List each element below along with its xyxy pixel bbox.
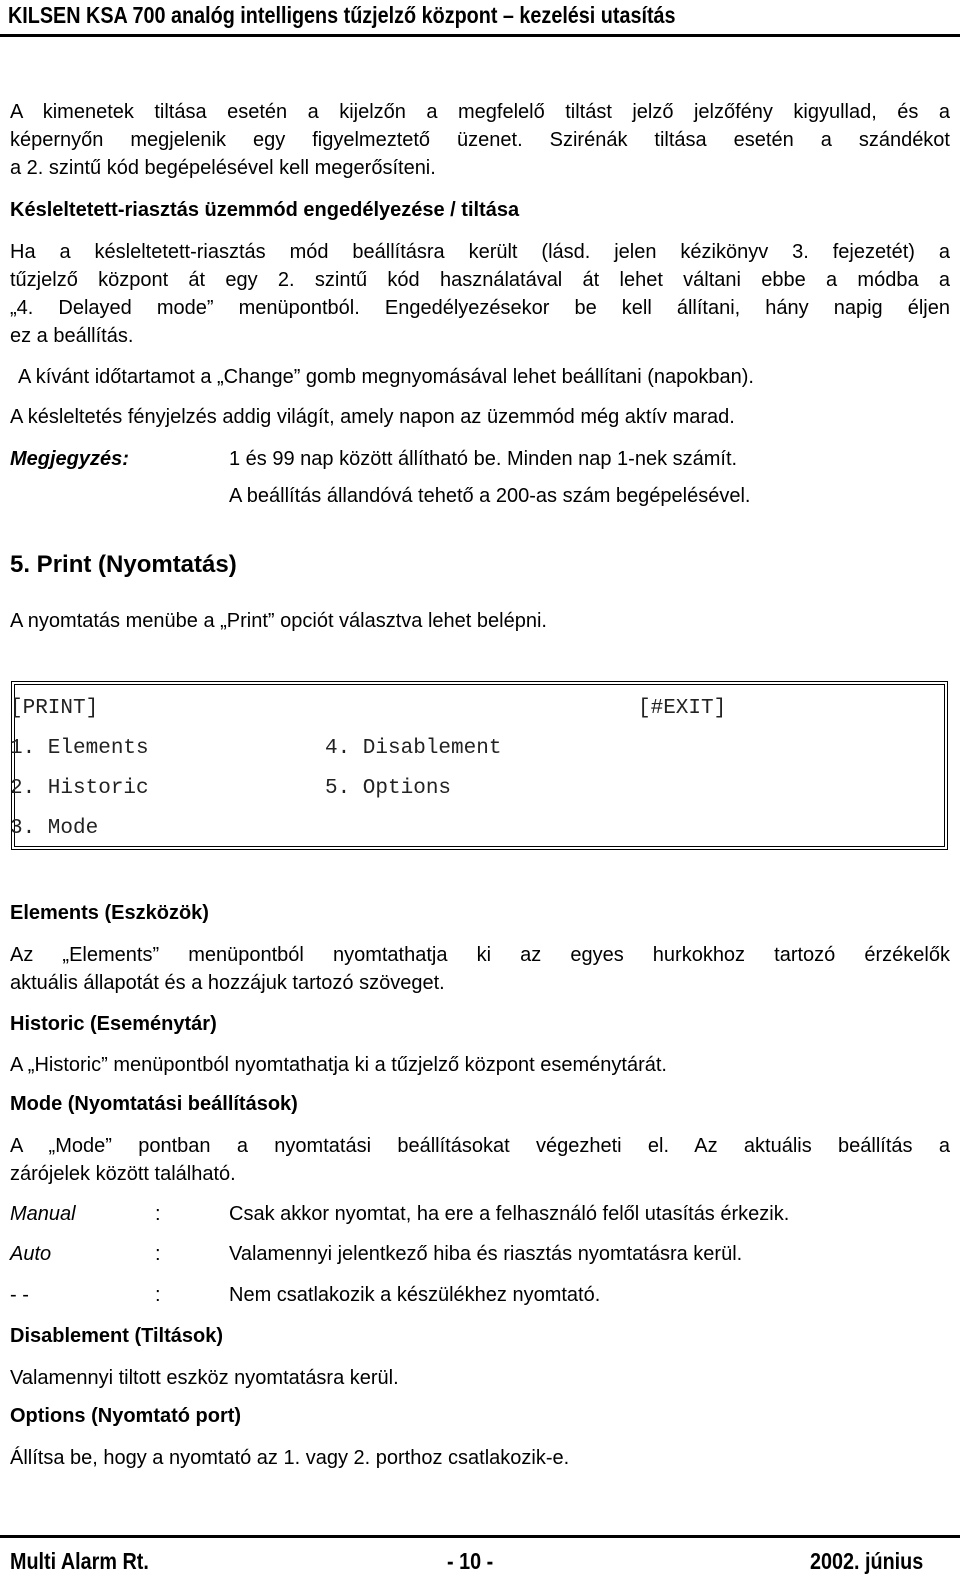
- menu-item-disablement[interactable]: 4. Disablement: [325, 737, 502, 760]
- mode-option-name: Auto: [10, 1243, 52, 1265]
- note-label: Megjegyzés:: [10, 448, 129, 470]
- historic-heading: Historic (Eseménytár): [10, 1013, 217, 1035]
- footer-rule: [0, 1535, 960, 1538]
- footer-page-number: - 10 -: [447, 1548, 494, 1574]
- mode-heading: Mode (Nyomtatási beállítások): [10, 1093, 298, 1115]
- historic-text: A „Historic” menüpontból nyomtathatja ki a tűzjelző központ eseménytárát.: [10, 1054, 667, 1076]
- paragraph-line: aktuális állapotát és a hozzájuk tartozó szöveget.: [10, 972, 445, 994]
- delayed-mode-heading: Késleltetett-riasztás üzemmód engedélyezése / tiltása: [10, 199, 520, 221]
- menu-item-elements[interactable]: 1. Elements: [10, 737, 149, 760]
- menu-item-options[interactable]: 5. Options: [325, 777, 452, 800]
- print-intro: A nyomtatás menübe a „Print” opciót választva lehet belépni.: [10, 610, 547, 632]
- menu-item-mode[interactable]: 3. Mode: [10, 817, 99, 840]
- duration-note: A kívánt időtartamot a „Change” gomb megnyomásával lehet beállítani (napokban).: [18, 366, 754, 388]
- paragraph-line: A kimenetek tiltása esetén a kijelzőn a megfelelő tiltást jelző jelzőfény kigyullad, és a: [10, 101, 950, 123]
- paragraph-line: zárójelek között található.: [10, 1163, 236, 1185]
- disablement-heading: Disablement (Tiltások): [10, 1325, 224, 1347]
- mode-option-description: Csak akkor nyomtat, ha ere a felhasználó felől utasítás érkezik.: [229, 1203, 790, 1225]
- print-menu-screen: [11, 681, 948, 850]
- paragraph-line: „4. Delayed mode” menüpontból. Engedélyezésekor be kell állítani, hány napig éljen: [10, 297, 950, 319]
- light-note: A késleltetés fényjelzés addig világít, amely napon az üzemmód még aktív marad.: [10, 406, 735, 428]
- footer-company: Multi Alarm Rt.: [10, 1548, 149, 1574]
- elements-heading: Elements (Eszközök): [10, 902, 209, 924]
- menu-exit-option[interactable]: [#EXIT]: [638, 697, 727, 720]
- intro-paragraph: [10, 98, 950, 182]
- paragraph-line: A „Mode” pontban a nyomtatási beállításokat végezheti el. Az aktuális beállítás a: [10, 1135, 950, 1157]
- header-rule: [0, 34, 960, 37]
- menu-title: [PRINT]: [10, 697, 99, 720]
- mode-option-separator: :: [155, 1203, 161, 1225]
- mode-option-separator: :: [155, 1243, 161, 1265]
- paragraph-line: Az „Elements” menüpontból nyomtathatja ki az egyes hurkokhoz tartozó érzékelők: [10, 944, 950, 966]
- paragraph-line: ez a beállítás.: [10, 325, 134, 347]
- menu-item-historic[interactable]: 2. Historic: [10, 777, 149, 800]
- options-heading: Options (Nyomtató port): [10, 1405, 242, 1427]
- disablement-text: Valamennyi tiltott eszköz nyomtatásra kerül.: [10, 1367, 399, 1389]
- paragraph-line: a 2. szintű kód begépelésével kell megerősíteni.: [10, 157, 436, 179]
- elements-paragraph: [10, 941, 950, 997]
- mode-option-description: Valamennyi jelentkező hiba és riasztás nyomtatásra kerül.: [229, 1243, 743, 1265]
- note-line-2: A beállítás állandóvá tehető a 200-as szám begépelésével.: [229, 485, 751, 507]
- mode-option-name: - -: [10, 1284, 29, 1306]
- mode-paragraph: [10, 1132, 950, 1188]
- footer-date: 2002. június: [810, 1548, 924, 1574]
- mode-option-name: Manual: [10, 1203, 76, 1225]
- mode-option-separator: :: [155, 1284, 161, 1306]
- delayed-mode-paragraph: [10, 238, 950, 350]
- page-header-title: KILSEN KSA 700 analóg intelligens tűzjelző központ – kezelési utasítás: [8, 2, 676, 28]
- print-section-title: 5. Print (Nyomtatás): [10, 551, 237, 578]
- options-text: Állítsa be, hogy a nyomtató az 1. vagy 2. porthoz csatlakozik-e.: [10, 1447, 570, 1469]
- mode-option-description: Nem csatlakozik a készülékhez nyomtató.: [229, 1284, 601, 1306]
- paragraph-line: képernyőn megjelenik egy figyelmeztető üzenet. Szirénák tiltása esetén a szándékot: [10, 129, 950, 151]
- paragraph-line: tűzjelző központ át egy 2. szintű kód használatával át lehet váltani ebbe a módba a: [10, 269, 950, 291]
- note-line-1: 1 és 99 nap között állítható be. Minden nap 1-nek számít.: [229, 448, 738, 470]
- paragraph-line: Ha a késleltetett-riasztás mód beállításra került (lásd. jelen kézikönyv 3. fejezetét) a: [10, 241, 950, 263]
